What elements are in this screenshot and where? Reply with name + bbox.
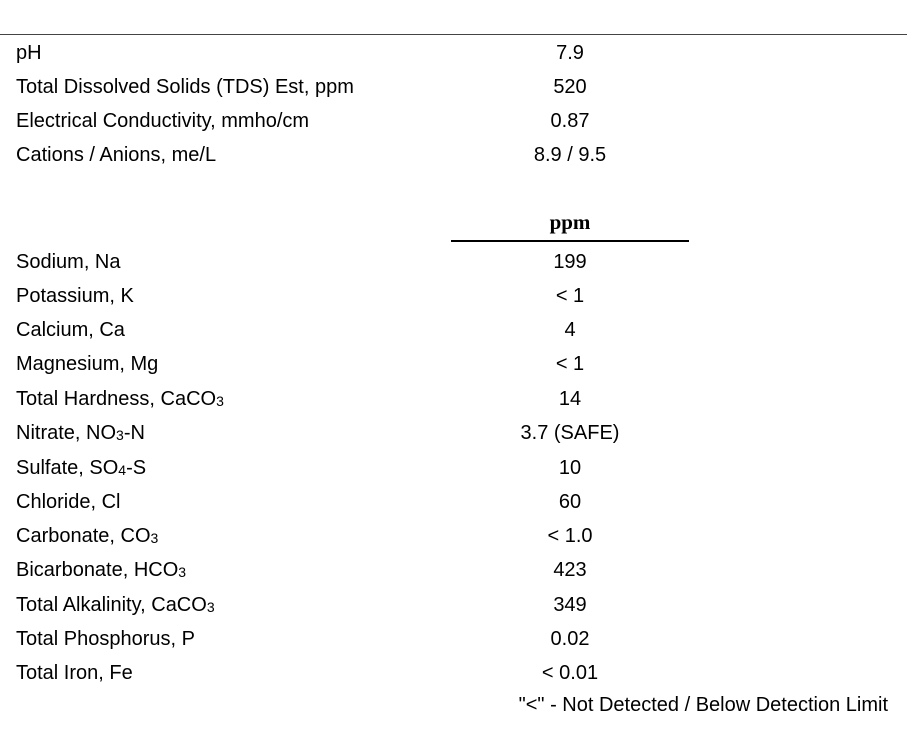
row-value: 7.9	[556, 42, 584, 64]
row-value: 10	[558, 457, 582, 479]
summary-row-tds	[0, 72, 907, 102]
label-main: Bicarbonate, HCO	[16, 559, 179, 581]
detection-limit-footnote: "<" - Not Detected / Below Detection Limit	[518, 694, 888, 716]
row-label: Chloride, Cl	[16, 491, 121, 513]
label-tail: -S	[126, 457, 147, 479]
summary-row-conductivity	[0, 106, 907, 136]
label-subscript: 3	[116, 427, 124, 443]
top-divider	[0, 34, 907, 35]
row-label: Sodium, Na	[16, 251, 121, 273]
label-main: Carbonate, CO	[16, 525, 151, 547]
analyte-row-bicarbonate	[0, 555, 907, 585]
row-label: Cations / Anions, me/L	[16, 144, 217, 166]
analyte-row-total-hardness	[0, 384, 907, 414]
row-label: Total Phosphorus, P	[16, 628, 195, 650]
row-value: 0.02	[550, 628, 590, 650]
row-label	[16, 418, 145, 449]
label-main: Nitrate, NO	[16, 422, 117, 444]
analyte-row-carbonate	[0, 521, 907, 551]
row-value: 60	[558, 491, 582, 513]
unit-header-underline	[451, 240, 689, 242]
row-label	[16, 453, 146, 484]
row-value: 8.9 / 9.5	[533, 144, 607, 166]
row-value: 14	[558, 388, 582, 410]
label-subscript: 3	[150, 530, 159, 546]
row-value: 4	[564, 319, 576, 341]
label-subscript: 3	[206, 599, 215, 615]
row-label: pH	[16, 42, 42, 64]
analyte-row-total-iron	[0, 658, 907, 688]
row-value: 349	[553, 594, 587, 616]
analyte-row-sodium	[0, 247, 907, 277]
row-value: < 1	[555, 285, 585, 307]
label-main: Total Alkalinity, CaCO	[16, 594, 207, 616]
row-value: 0.87	[550, 110, 590, 132]
analyte-row-sulfate	[0, 453, 907, 483]
row-value: < 1.0	[547, 525, 593, 547]
summary-row-cations-anions	[0, 140, 907, 170]
row-label: Total Dissolved Solids (TDS) Est, ppm	[16, 76, 354, 98]
row-value: < 1	[555, 353, 585, 375]
row-label: Potassium, K	[16, 285, 134, 307]
row-value: 520	[553, 76, 587, 98]
label-tail: -N	[123, 422, 145, 444]
analyte-row-nitrate	[0, 418, 907, 448]
label-main: Sulfate, SO	[16, 457, 119, 479]
row-label: Magnesium, Mg	[16, 353, 159, 375]
row-label	[16, 590, 215, 621]
label-subscript: 3	[178, 564, 187, 580]
row-value: 423	[553, 559, 587, 581]
row-label: Electrical Conductivity, mmho/cm	[16, 110, 310, 132]
row-label: Calcium, Ca	[16, 319, 125, 341]
label-subscript: 3	[216, 393, 224, 409]
analyte-row-potassium	[0, 281, 907, 311]
row-label: Total Iron, Fe	[16, 662, 133, 684]
unit-column-header: ppm	[549, 210, 591, 234]
row-label	[16, 384, 224, 415]
analyte-row-magnesium	[0, 349, 907, 379]
analyte-row-chloride	[0, 487, 907, 517]
analyte-row-total-phosphorus	[0, 624, 907, 654]
row-value: 3.7 (SAFE)	[520, 422, 620, 444]
analyte-row-total-alkalinity	[0, 590, 907, 620]
row-value: < 0.01	[541, 662, 599, 684]
summary-row-ph	[0, 38, 907, 68]
analyte-row-calcium	[0, 315, 907, 345]
row-label	[16, 555, 186, 586]
label-main: Total Hardness, CaCO	[16, 388, 217, 410]
label-subscript: 4	[118, 462, 127, 478]
row-value: 199	[553, 251, 587, 273]
row-label	[16, 521, 158, 552]
